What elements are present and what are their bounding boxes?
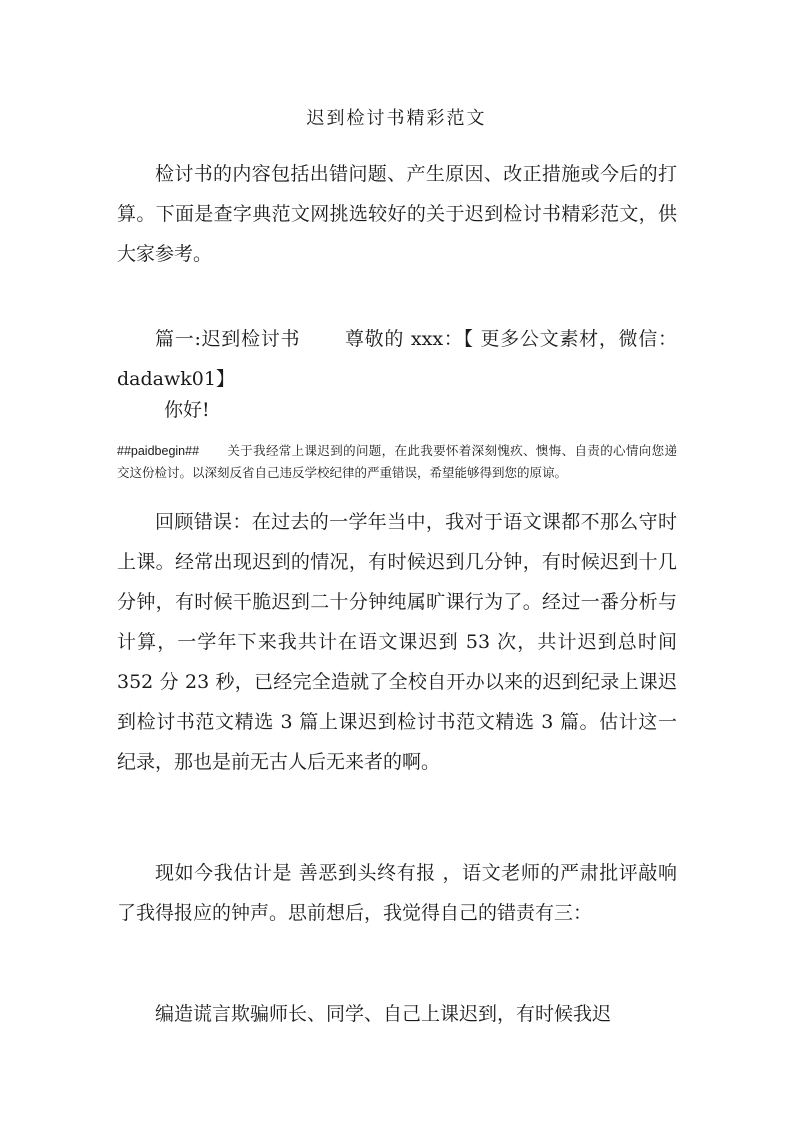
paid-section-paragraph [117, 440, 677, 483]
intro-paragraph: 检讨书的内容包括出错问题、产生原因、改正措施或今后的打算。下面是查字典范文网挑选较好的关于迟到检讨书精彩范文，供大家参考。 [117, 163, 677, 265]
document-title: 迟到检讨书精彩范文 [306, 108, 487, 129]
salutation: 尊敬的 xxx：【 更多公文素材，微信：dadawk01】 [117, 328, 678, 390]
section-heading: 篇一:迟到检讨书 [155, 328, 301, 350]
greeting: 你好! [164, 399, 210, 421]
paid-text: 关于我经常上课迟到的问题，在此我要怀着深刻愧疚、懊悔、自责的心情向您递交这份检讨。以深刻反省自己违反学校纪律的严重错误，希望能够得到您的原谅。 [117, 443, 677, 480]
section-heading-paragraph [117, 319, 677, 399]
paid-marker: ##paidbegin## [117, 444, 200, 458]
last-paragraph: 编造谎言欺骗师长、同学、自己上课迟到，有时候我迟 [155, 1003, 612, 1025]
review-paragraph: 回顾错误：在过去的一学年当中，我对于语文课都不那么守时上课。经常出现迟到的情况，有时候迟到几分钟，有时候迟到十几分钟，有时候干脆迟到二十分钟纯属旷课行为了。经过一番分析与计算，一学年下来我共计在语文课迟到 53 次，共计迟到总时间 352 分 23 秒，已经完全造就了全校自开办以来的迟到纪录上课迟到检讨书范文精选 3 篇上课迟到检讨书范文精选 3 篇。估计这一纪录，那也是前无古人后无来者的啊。 [117, 511, 677, 773]
now-paragraph: 现如今我估计是 善恶到头终有报 ，语文老师的严肃批评敲响了我得报应的钟声。思前想后，我觉得自己的错责有三： [117, 862, 677, 924]
